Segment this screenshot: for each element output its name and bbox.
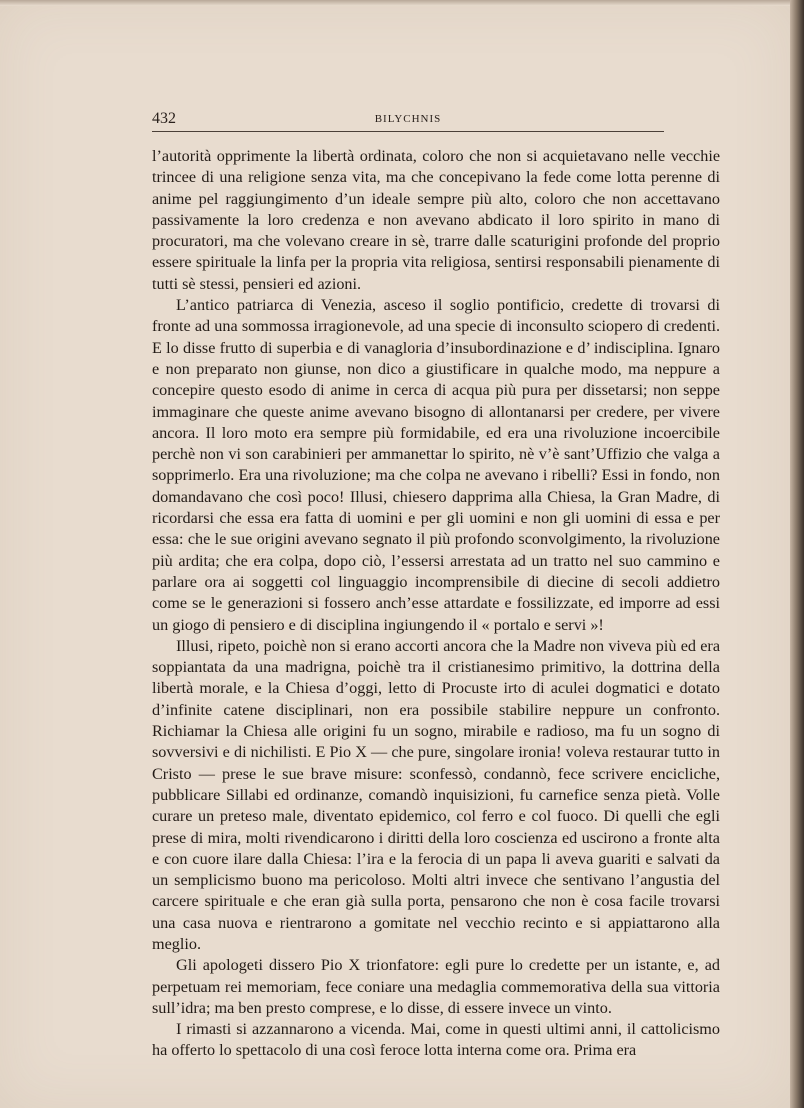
paragraph: Gli apologeti dissero Pio X trionfatore: egli pure lo credette per un istante, e, ad perpetuam rei memoriam, fece coniare una medaglia commemorativa della sua vittoria sull’idra; ma ben presto comprese, e lo disse, di essere invece un vinto. (152, 956, 720, 1017)
running-header (152, 110, 664, 132)
paragraph: I rimasti si azzannarono a vicenda. Mai, come in questi ultimi anni, il cattolicismo ha offerto lo spettacolo di una così feroce lotta interna come ora. Prima era (152, 1020, 720, 1060)
paragraph: l’autorità opprimente la libertà ordinata, coloro che non si acquietavano nelle vecchie trincee di una religione senza vita, ma che concepivano la fede come lotta perenne di anime pel raggiungimento d’un ideale sempre più alto, coloro che non accettavano passivamente la loro credenza e non avevano abdicato il loro spirito in mano di procuratori, ma che volevano creare in sè, trarre dalle scaturigini profonde del proprio essere spirituale la linfa per la propria vita religiosa, sentirsi responsabili pienamente di tutti sè stessi, pensieri ed azioni. (152, 147, 720, 293)
page-top-edge (0, 0, 790, 6)
page-binding-edge (790, 0, 804, 1108)
running-title: BILYCHNIS (374, 113, 442, 125)
paragraph: Illusi, ripeto, poichè non si erano accorti ancora che la Madre non viveva più ed era soppiantata da una madrigna, poichè tra il cristianesimo primitivo, la dottrina della libertà morale, e la Chiesa d’oggi, letto di Procuste irto di aculei dogmatici e dotato d’infinite catene disciplinari, non era possibile stabilire neppure un confronto. Richiamar la Chiesa alle origini fu un sogno, mirabile e radioso, ma fu un sogno di sovversivi e di nichilisti. E Pio X — che pure, singolare ironia! voleva restaurar tutto in Cristo — prese le sue brave misure: sconfessò, condannò, fece scrivere encicliche, pubblicare Sillabi ed ordinanze, comandò inquisizioni, fu carnefice senza pietà. Volle curare un preteso male, diventato epidemico, col ferro e col fuoco. Di quelli che egli prese di mira, molti rivendicarono i diritti della loro coscienza ed uscirono a fronte alta e con cuore ilare dalla Chiesa: l’ira e la ferocia di un papa li aveva guariti e salvati da un semplicismo buono ma pericoloso. Molti altri invece che sentivano l’angustia del carcere spirituale e che eran già sulla porta, pensarono che non è cosa facile trovarsi una casa nuova e rientrarono a gomitate nel vecchio recinto e si appiattarono alla meglio. (152, 636, 720, 953)
header-rule (152, 131, 664, 132)
paragraph: L’antico patriarca di Venezia, asceso il soglio pontificio, credette di trovarsi di fronte ad una sommossa irragionevole, ad una specie di inconsulto sciopero di credenti. E lo disse frutto di superbia e di vanagloria d’insubordinazione e d’ indisciplina. Ignaro e non preparato non giunse, non dico a giustificare in qualche modo, ma neppure a concepire questo esodo di anime in cerca di acqua più pura per dissetarsi; non seppe immaginare che queste anime avevano bisogno di allontanarsi per credere, per vivere ancora. Il loro moto era sempre più formidabile, ed era una rivoluzione incoercibile perchè non vi son carabinieri per ammanettar lo spirito, nè v’è sant’Uffizio che valga a sopprimerlo. Era una rivoluzione; ma che colpa ne avevano i ribelli? Essi in fondo, non domandavano che così poco! Illusi, chiesero dapprima alla Chiesa, la Gran Madre, di ricordarsi che essa era fatta di uomini e per gli uomini e non gli uomini di essa e per essa: che le sue origini avevano segnato il più profondo sconvolgimento, la rivoluzione più ardita; che era colpa, dopo ciò, l’essersi arrestata ad un tratto nel suo cammino e parlare ora ai soggetti col linguaggio incomprensibile di diecine di secoli addietro come se le generazioni si fossero anch’esse attardate e fossilizzate, ed imporre ad essi un giogo di pensiero e di disciplina ingiungendo il « portalo e servi »! (152, 296, 720, 634)
body-text (152, 146, 720, 1062)
page-number: 432 (152, 110, 176, 127)
